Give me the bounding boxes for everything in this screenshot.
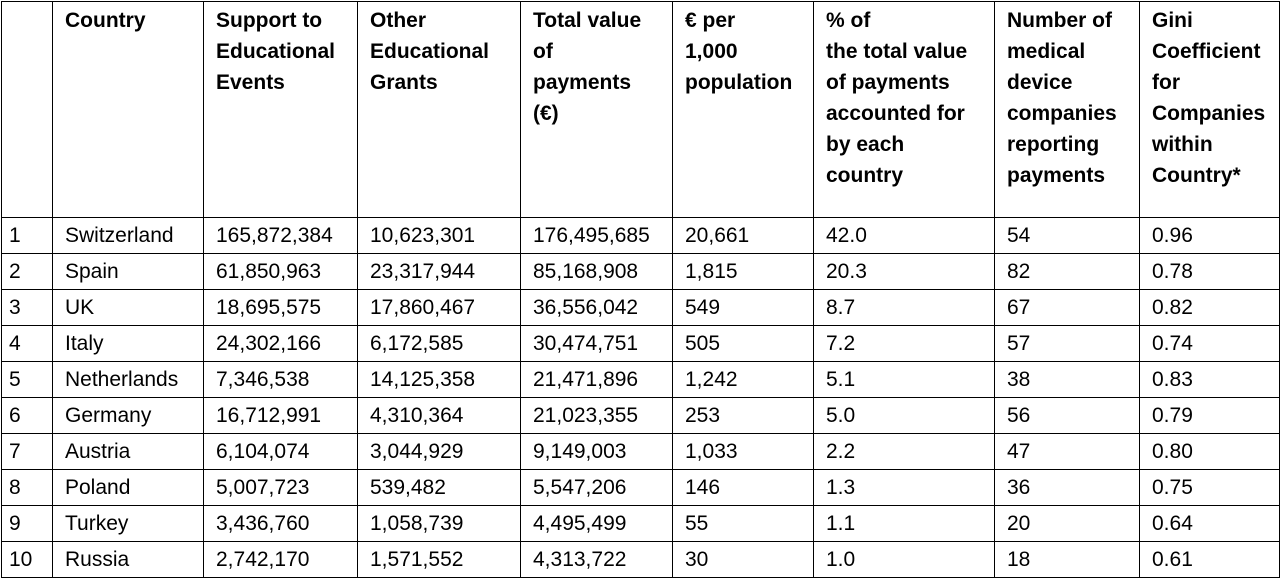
table-cell-other-educational-grants: 1,571,552 [358, 542, 521, 578]
table-cell-gini-coefficient: 0.64 [1140, 506, 1280, 542]
table-cell-other-educational-grants: 17,860,467 [358, 290, 521, 326]
table-cell-support-to-educational-events: 24,302,166 [204, 326, 358, 362]
column-header-line: Educational [216, 40, 336, 63]
table-cell-number-of-companies: 38 [995, 362, 1140, 398]
column-header-line: Gini [1152, 9, 1193, 32]
column-header-country [53, 2, 204, 218]
column-header-line: % of [826, 9, 871, 32]
column-header-line: Number of [1007, 9, 1112, 32]
table-cell-total-value-of-payments: 4,495,499 [521, 506, 673, 542]
column-header-line: payments [533, 71, 632, 94]
table-cell-country: Italy [53, 326, 204, 362]
column-header-line: the total value [826, 40, 968, 63]
column-header-support-to-educational-events [204, 2, 358, 218]
table-cell-rank: 6 [2, 398, 53, 434]
column-header-line: device [1007, 71, 1073, 94]
table-cell-country: UK [53, 290, 204, 326]
column-header-line: payments [1007, 164, 1106, 187]
table-cell-support-to-educational-events: 61,850,963 [204, 254, 358, 290]
table-cell-euro-per-1000-population: 30 [673, 542, 814, 578]
table-cell-percent-of-total-value: 2.2 [814, 434, 995, 470]
table-cell-gini-coefficient: 0.96 [1140, 218, 1280, 254]
table-row [2, 254, 1280, 290]
column-header-line: € per [685, 9, 736, 32]
table-cell-rank: 1 [2, 218, 53, 254]
table-body [2, 218, 1280, 578]
table-cell-number-of-companies: 54 [995, 218, 1140, 254]
table-cell-euro-per-1000-population: 549 [673, 290, 814, 326]
table-cell-number-of-companies: 20 [995, 506, 1140, 542]
table-cell-number-of-companies: 57 [995, 326, 1140, 362]
table-cell-euro-per-1000-population: 1,242 [673, 362, 814, 398]
table-cell-percent-of-total-value: 1.3 [814, 470, 995, 506]
table-cell-total-value-of-payments: 21,023,355 [521, 398, 673, 434]
table-row [2, 218, 1280, 254]
table-cell-total-value-of-payments: 176,495,685 [521, 218, 673, 254]
table-cell-number-of-companies: 82 [995, 254, 1140, 290]
table-cell-percent-of-total-value: 5.1 [814, 362, 995, 398]
table-row [2, 362, 1280, 398]
table-cell-support-to-educational-events: 7,346,538 [204, 362, 358, 398]
table-cell-gini-coefficient: 0.61 [1140, 542, 1280, 578]
column-header-rank [2, 2, 53, 218]
table-cell-gini-coefficient: 0.83 [1140, 362, 1280, 398]
table-cell-support-to-educational-events: 6,104,074 [204, 434, 358, 470]
table-cell-gini-coefficient: 0.75 [1140, 470, 1280, 506]
table-row [2, 542, 1280, 578]
column-header-line: country [826, 164, 904, 187]
column-header-other-educational-grants [358, 2, 521, 218]
table-cell-rank: 5 [2, 362, 53, 398]
table-cell-gini-coefficient: 0.74 [1140, 326, 1280, 362]
column-header-number-of-companies [995, 2, 1140, 218]
header-row [2, 2, 1280, 218]
column-header-euro-per-1000-population [673, 2, 814, 218]
column-header-line: population [685, 71, 793, 94]
table-cell-euro-per-1000-population: 55 [673, 506, 814, 542]
column-header-line: (€) [533, 102, 559, 125]
column-header-line: Country* [1152, 164, 1241, 187]
table-cell-gini-coefficient: 0.79 [1140, 398, 1280, 434]
table-cell-country: Poland [53, 470, 204, 506]
table-cell-percent-of-total-value: 8.7 [814, 290, 995, 326]
table-cell-other-educational-grants: 539,482 [358, 470, 521, 506]
table-cell-euro-per-1000-population: 1,033 [673, 434, 814, 470]
table-cell-percent-of-total-value: 7.2 [814, 326, 995, 362]
table-cell-number-of-companies: 18 [995, 542, 1140, 578]
table-row [2, 470, 1280, 506]
column-header-line: Coefficient [1152, 40, 1261, 63]
table-cell-country: Austria [53, 434, 204, 470]
column-header-line: Country [65, 9, 146, 32]
table-cell-percent-of-total-value: 20.3 [814, 254, 995, 290]
table-cell-country: Netherlands [53, 362, 204, 398]
column-header-line: Grants [370, 71, 438, 94]
column-header-line: Educational [370, 40, 490, 63]
column-header-line: Support to [216, 9, 323, 32]
table-cell-gini-coefficient: 0.82 [1140, 290, 1280, 326]
table-row [2, 290, 1280, 326]
table-cell-total-value-of-payments: 5,547,206 [521, 470, 673, 506]
table-cell-total-value-of-payments: 36,556,042 [521, 290, 673, 326]
table-cell-percent-of-total-value: 42.0 [814, 218, 995, 254]
table-cell-euro-per-1000-population: 253 [673, 398, 814, 434]
table-cell-total-value-of-payments: 21,471,896 [521, 362, 673, 398]
table-cell-number-of-companies: 36 [995, 470, 1140, 506]
table-cell-country: Turkey [53, 506, 204, 542]
table-cell-gini-coefficient: 0.80 [1140, 434, 1280, 470]
table-cell-country: Russia [53, 542, 204, 578]
table-cell-euro-per-1000-population: 20,661 [673, 218, 814, 254]
table-cell-other-educational-grants: 23,317,944 [358, 254, 521, 290]
column-header-line: Other [370, 9, 427, 32]
table-cell-gini-coefficient: 0.78 [1140, 254, 1280, 290]
table-cell-number-of-companies: 67 [995, 290, 1140, 326]
table-cell-euro-per-1000-population: 505 [673, 326, 814, 362]
table-cell-country: Germany [53, 398, 204, 434]
table-cell-number-of-companies: 56 [995, 398, 1140, 434]
table-cell-total-value-of-payments: 4,313,722 [521, 542, 673, 578]
table-cell-country: Spain [53, 254, 204, 290]
table-cell-total-value-of-payments: 9,149,003 [521, 434, 673, 470]
table-cell-rank: 2 [2, 254, 53, 290]
table-header [2, 2, 1280, 218]
table-cell-percent-of-total-value: 1.1 [814, 506, 995, 542]
table-cell-rank: 10 [2, 542, 53, 578]
table-cell-support-to-educational-events: 165,872,384 [204, 218, 358, 254]
column-header-line: accounted for [826, 102, 965, 125]
column-header-line: 1,000 [685, 40, 738, 63]
column-header-line: Companies [1152, 102, 1266, 125]
table-cell-other-educational-grants: 1,058,739 [358, 506, 521, 542]
column-header-line: for [1152, 71, 1180, 94]
table-cell-other-educational-grants: 6,172,585 [358, 326, 521, 362]
column-header-line: Events [216, 71, 285, 94]
table-cell-other-educational-grants: 3,044,929 [358, 434, 521, 470]
table-row [2, 326, 1280, 362]
table-cell-percent-of-total-value: 5.0 [814, 398, 995, 434]
table-cell-rank: 9 [2, 506, 53, 542]
table-cell-total-value-of-payments: 85,168,908 [521, 254, 673, 290]
column-header-line: companies [1007, 102, 1117, 125]
table-cell-rank: 8 [2, 470, 53, 506]
table-row [2, 434, 1280, 470]
table-cell-other-educational-grants: 10,623,301 [358, 218, 521, 254]
table-cell-euro-per-1000-population: 1,815 [673, 254, 814, 290]
table-cell-support-to-educational-events: 3,436,760 [204, 506, 358, 542]
table-cell-support-to-educational-events: 5,007,723 [204, 470, 358, 506]
table-row [2, 398, 1280, 434]
table-cell-total-value-of-payments: 30,474,751 [521, 326, 673, 362]
table-cell-rank: 3 [2, 290, 53, 326]
payments-table [1, 1, 1280, 578]
column-header-gini-coefficient [1140, 2, 1280, 218]
column-header-line: of [533, 40, 553, 63]
column-header-line: by each [826, 133, 905, 156]
column-header-percent-of-total-value [814, 2, 995, 218]
table-cell-other-educational-grants: 4,310,364 [358, 398, 521, 434]
column-header-line: within [1152, 133, 1213, 156]
table-cell-percent-of-total-value: 1.0 [814, 542, 995, 578]
table-cell-other-educational-grants: 14,125,358 [358, 362, 521, 398]
table-cell-support-to-educational-events: 18,695,575 [204, 290, 358, 326]
column-header-line: medical [1007, 40, 1086, 63]
table-cell-support-to-educational-events: 2,742,170 [204, 542, 358, 578]
table-cell-euro-per-1000-population: 146 [673, 470, 814, 506]
column-header-line: Total value [533, 9, 642, 32]
column-header-line: reporting [1007, 133, 1100, 156]
column-header-line: of payments [826, 71, 950, 94]
column-header-total-value-of-payments [521, 2, 673, 218]
table-cell-rank: 4 [2, 326, 53, 362]
table-cell-number-of-companies: 47 [995, 434, 1140, 470]
table-cell-country: Switzerland [53, 218, 204, 254]
table-cell-rank: 7 [2, 434, 53, 470]
table-row [2, 506, 1280, 542]
table-cell-support-to-educational-events: 16,712,991 [204, 398, 358, 434]
